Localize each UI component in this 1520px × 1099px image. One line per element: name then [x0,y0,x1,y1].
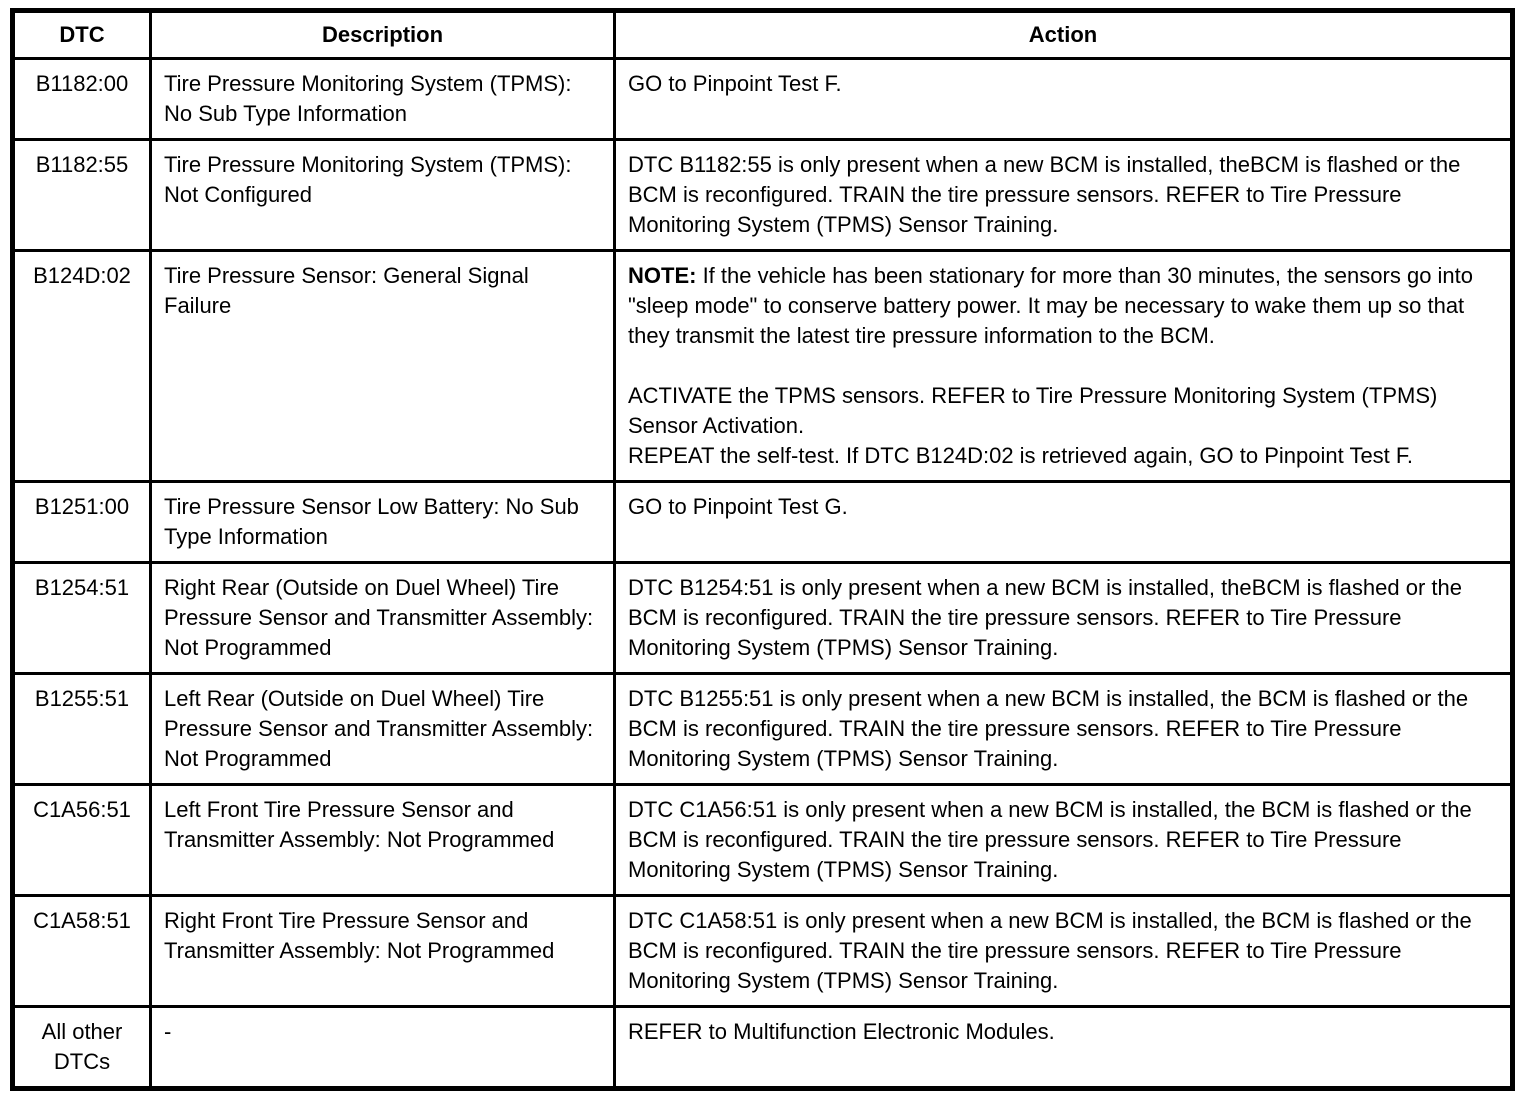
header-description: Description [151,11,615,59]
action-cell [615,674,1513,785]
table-header [13,11,1513,59]
action-paragraph: NOTE: If the vehicle has been stationary for more than 30 minutes, the sensors go into "sleep mode" to conserve battery power. It may be necessary to wake them up so that they transmit the latest tire pressure information to the BCM. [628,263,1474,348]
dtc-cell: All other DTCs [13,1007,151,1089]
table-row [13,674,1513,785]
description-cell: - [151,1007,615,1089]
description-cell: Tire Pressure Monitoring System (TPMS): Not Configured [151,140,615,251]
action-paragraph: GO to Pinpoint Test F. [628,71,842,96]
table-row [13,563,1513,674]
header-action: Action [615,11,1513,59]
action-cell [615,482,1513,563]
action-paragraph: DTC B1182:55 is only present when a new BCM is installed, theBCM is flashed or the BCM is reconfigured. TRAIN the tire pressure sensors. REFER to Tire Pressure Monitoring System (TPMS) Sensor Training. [628,152,1461,237]
dtc-cell: C1A58:51 [13,896,151,1007]
action-cell [615,896,1513,1007]
action-cell [615,1007,1513,1089]
table-row [13,896,1513,1007]
table-row [13,251,1513,482]
action-paragraph: DTC C1A58:51 is only present when a new BCM is installed, the BCM is flashed or the BCM is reconfigured. TRAIN the tire pressure sensors. REFER to Tire Pressure Monitoring System (TPMS) Sensor Training. [628,908,1472,993]
action-cell [615,59,1513,140]
action-cell [615,251,1513,482]
dtc-table [10,8,1515,1091]
action-paragraph: DTC B1255:51 is only present when a new BCM is installed, the BCM is flashed or the BCM is reconfigured. TRAIN the tire pressure sensors. REFER to Tire Pressure Monitoring System (TPMS) Sensor Training. [628,686,1469,771]
action-paragraph: ACTIVATE the TPMS sensors. REFER to Tire Pressure Monitoring System (TPMS) Sensor Activation. [628,383,1438,438]
table-row [13,59,1513,140]
action-paragraph: DTC B1254:51 is only present when a new BCM is installed, theBCM is flashed or the BCM is reconfigured. TRAIN the tire pressure sensors. REFER to Tire Pressure Monitoring System (TPMS) Sensor Training. [628,575,1462,660]
header-dtc: DTC [13,11,151,59]
action-cell [615,140,1513,251]
dtc-cell: B1182:00 [13,59,151,140]
action-cell [615,785,1513,896]
table-row [13,482,1513,563]
description-cell: Tire Pressure Sensor Low Battery: No Sub Type Information [151,482,615,563]
header-row [13,11,1513,59]
dtc-cell: B124D:02 [13,251,151,482]
table-row [13,785,1513,896]
description-cell: Right Front Tire Pressure Sensor and Transmitter Assembly: Not Programmed [151,896,615,1007]
action-paragraph [628,351,1498,381]
description-cell: Left Front Tire Pressure Sensor and Transmitter Assembly: Not Programmed [151,785,615,896]
note-label: NOTE: [628,263,697,288]
dtc-cell: B1255:51 [13,674,151,785]
description-cell: Right Rear (Outside on Duel Wheel) Tire Pressure Sensor and Transmitter Assembly: Not Programmed [151,563,615,674]
table-row [13,140,1513,251]
dtc-cell: C1A56:51 [13,785,151,896]
action-paragraph: GO to Pinpoint Test G. [628,494,848,519]
action-paragraph: REPEAT the self-test. If DTC B124D:02 is retrieved again, GO to Pinpoint Test F. [628,443,1414,468]
dtc-cell: B1182:55 [13,140,151,251]
description-cell: Tire Pressure Monitoring System (TPMS): No Sub Type Information [151,59,615,140]
dtc-cell: B1251:00 [13,482,151,563]
action-cell [615,563,1513,674]
table-body [13,59,1513,1089]
description-cell: Tire Pressure Sensor: General Signal Failure [151,251,615,482]
dtc-cell: B1254:51 [13,563,151,674]
action-paragraph: REFER to Multifunction Electronic Modules. [628,1019,1055,1044]
table-row [13,1007,1513,1089]
action-paragraph: DTC C1A56:51 is only present when a new BCM is installed, the BCM is flashed or the BCM is reconfigured. TRAIN the tire pressure sensors. REFER to Tire Pressure Monitoring System (TPMS) Sensor Training. [628,797,1472,882]
description-cell: Left Rear (Outside on Duel Wheel) Tire Pressure Sensor and Transmitter Assembly: Not Programmed [151,674,615,785]
